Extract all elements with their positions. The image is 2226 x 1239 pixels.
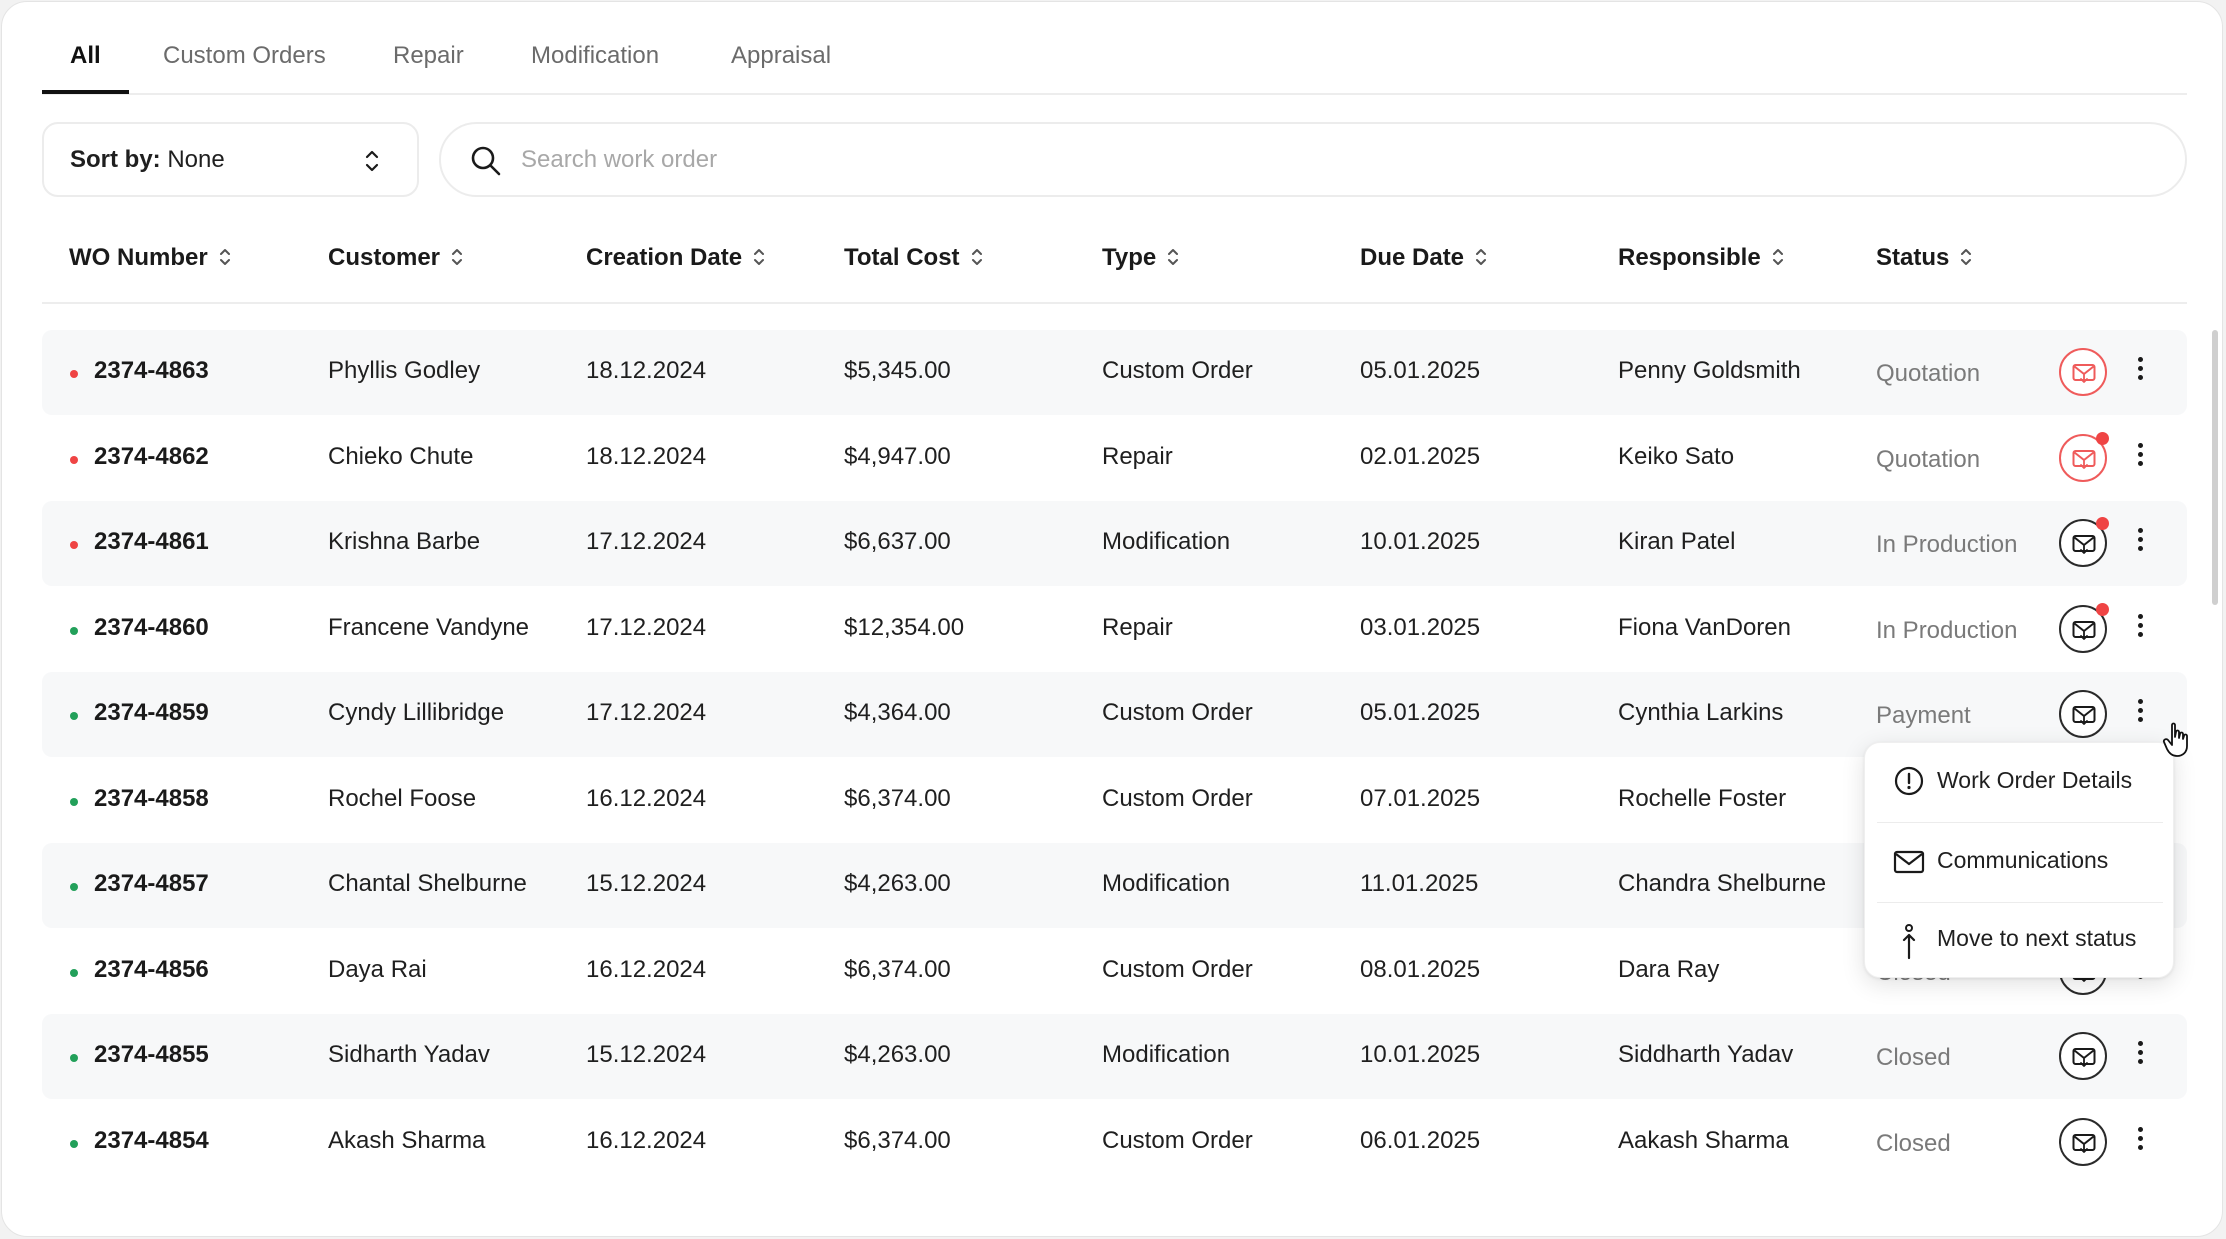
email-status-button[interactable]: [2059, 690, 2107, 738]
priority-dot: [70, 1054, 78, 1062]
customer-name: Akash Sharma: [328, 1127, 486, 1154]
envelope-icon: [2072, 362, 2096, 384]
total-cost: $12,354.00: [844, 614, 965, 641]
more-options-icon[interactable]: [2132, 440, 2148, 478]
sort-by-text: Sort by:: [70, 146, 161, 173]
email-status-button[interactable]: [2059, 434, 2107, 482]
email-status-button[interactable]: [2059, 519, 2107, 567]
due-date: 10.01.2025: [1360, 1041, 1481, 1068]
creation-date: 17.12.2024: [586, 699, 707, 726]
menu-divider: [1877, 822, 2163, 823]
responsible-person: Siddharth Yadav: [1618, 1041, 1794, 1068]
priority-dot: [70, 969, 78, 977]
priority-dot: [70, 883, 78, 891]
responsible-person: Fiona VanDoren: [1618, 614, 1791, 641]
due-date: 05.01.2025: [1360, 699, 1481, 726]
envelope-icon: [1893, 845, 1925, 882]
total-cost: $5,345.00: [844, 357, 951, 384]
email-status-button[interactable]: [2059, 605, 2107, 653]
customer-name: Francene Vandyne: [328, 614, 530, 641]
customer-name: Sidharth Yadav: [328, 1041, 490, 1068]
sort-icon: [752, 245, 766, 269]
table-row[interactable]: [42, 416, 2187, 501]
wo-number: 2374-4862: [94, 443, 209, 470]
tab-repair[interactable]: Repair: [393, 42, 464, 69]
priority-dot: [70, 798, 78, 806]
wo-number: 2374-4855: [94, 1041, 209, 1068]
total-cost: $4,364.00: [844, 699, 951, 726]
wo-number: 2374-4857: [94, 870, 209, 897]
responsible-person: Dara Ray: [1618, 956, 1720, 983]
status-text: In Production: [1876, 617, 2018, 644]
order-type: Custom Order: [1102, 956, 1253, 983]
envelope-icon: [2072, 448, 2096, 470]
sort-icon: [1959, 245, 1973, 269]
sort-label: [70, 146, 225, 174]
status-text: Quotation: [1876, 360, 1981, 387]
customer-name: Krishna Barbe: [328, 528, 481, 555]
due-date: 11.01.2025: [1360, 870, 1479, 897]
column-header-type[interactable]: [1102, 244, 1180, 272]
priority-dot: [70, 541, 78, 549]
table-header: [42, 222, 2187, 304]
due-date: 03.01.2025: [1360, 614, 1481, 641]
sort-icon: [1771, 245, 1785, 269]
column-label: WO Number: [69, 244, 208, 271]
more-options-icon[interactable]: [2132, 525, 2148, 563]
total-cost: $6,374.00: [844, 1127, 951, 1154]
sort-icon: [1474, 245, 1488, 269]
status-text: Closed: [1876, 1130, 1951, 1157]
chevron-updown-icon: [364, 148, 380, 179]
responsible-person: Penny Goldsmith: [1618, 357, 1801, 384]
column-header-status[interactable]: [1876, 244, 1973, 272]
wo-number: 2374-4860: [94, 614, 209, 641]
creation-date: 18.12.2024: [586, 443, 707, 470]
menu-item-label: Work Order Details: [1937, 767, 2133, 793]
status-text: In Production: [1876, 531, 2018, 558]
order-type: Modification: [1102, 870, 1231, 897]
priority-dot: [70, 456, 78, 464]
priority-dot: [70, 712, 78, 720]
creation-date: 17.12.2024: [586, 614, 707, 641]
column-label: Type: [1102, 244, 1157, 271]
customer-name: Rochel Foose: [328, 785, 477, 812]
more-options-icon[interactable]: [2132, 1038, 2148, 1076]
order-type: Repair: [1102, 443, 1173, 470]
column-header-customer[interactable]: [328, 244, 464, 272]
info-circle-icon: [1893, 765, 1925, 802]
menu-item-work-order-details[interactable]: [1865, 745, 2175, 823]
envelope-icon: [2072, 533, 2096, 555]
column-label: Creation Date: [586, 244, 743, 271]
creation-date: 16.12.2024: [586, 1127, 707, 1154]
more-options-icon[interactable]: [2132, 354, 2148, 392]
order-type: Custom Order: [1102, 1127, 1253, 1154]
more-options-icon[interactable]: [2132, 696, 2148, 734]
customer-name: Daya Rai: [328, 956, 427, 983]
due-date: 08.01.2025: [1360, 956, 1481, 983]
responsible-person: Aakash Sharma: [1618, 1127, 1789, 1154]
envelope-icon: [2072, 1132, 2096, 1154]
scrollbar[interactable]: [2212, 330, 2218, 605]
search-input[interactable]: [521, 138, 2121, 182]
creation-date: 16.12.2024: [586, 785, 707, 812]
tab-appraisal[interactable]: Appraisal: [731, 42, 832, 69]
column-label: Customer: [328, 244, 441, 271]
priority-dot: [70, 370, 78, 378]
customer-name: Cyndy Lillibridge: [328, 699, 505, 726]
work-orders-panel: [1, 1, 2223, 1237]
status-text: Payment: [1876, 702, 1971, 729]
order-type: Modification: [1102, 528, 1231, 555]
menu-item-label: Move to next status: [1937, 925, 2137, 951]
due-date: 05.01.2025: [1360, 357, 1481, 384]
envelope-icon: [2072, 704, 2096, 726]
wo-number: 2374-4861: [94, 528, 209, 555]
column-label: Total Cost: [844, 244, 960, 271]
more-options-icon[interactable]: [2132, 1124, 2148, 1162]
tab-modification[interactable]: Modification: [531, 42, 660, 69]
email-status-button[interactable]: [2059, 1032, 2107, 1080]
due-date: 06.01.2025: [1360, 1127, 1481, 1154]
search-bar: [439, 122, 2187, 197]
column-label: Responsible: [1618, 244, 1761, 271]
customer-name: Phyllis Godley: [328, 357, 481, 384]
due-date: 02.01.2025: [1360, 443, 1481, 470]
responsible-person: Chandra Shelburne: [1618, 870, 1827, 897]
table-row[interactable]: [42, 587, 2187, 672]
row-action-menu: [1864, 742, 2174, 978]
sort-icon: [218, 245, 232, 269]
hand-cursor-icon: [2162, 722, 2192, 763]
creation-date: 15.12.2024: [586, 1041, 707, 1068]
email-status-button[interactable]: [2059, 1118, 2107, 1166]
column-header-creation-date[interactable]: [586, 244, 766, 272]
active-tab-indicator: [42, 90, 129, 94]
responsible-person: Keiko Sato: [1618, 443, 1735, 470]
responsible-person: Kiran Patel: [1618, 528, 1736, 555]
notification-badge: [2096, 603, 2109, 616]
menu-item-move-to-next-status[interactable]: [1865, 903, 2175, 981]
envelope-icon: [2072, 1046, 2096, 1068]
status-text: Closed: [1876, 1044, 1951, 1071]
order-type: Custom Order: [1102, 699, 1253, 726]
sort-icon: [1166, 245, 1180, 269]
column-header-responsible[interactable]: [1618, 244, 1785, 272]
tab-custom-orders[interactable]: Custom Orders: [163, 42, 326, 69]
total-cost: $4,263.00: [844, 1041, 951, 1068]
responsible-person: Cynthia Larkins: [1618, 699, 1784, 726]
status-text: Quotation: [1876, 446, 1981, 473]
sort-dropdown[interactable]: [42, 122, 419, 197]
order-type: Custom Order: [1102, 785, 1253, 812]
wo-number: 2374-4856: [94, 956, 209, 983]
sort-icon: [450, 245, 464, 269]
total-cost: $6,637.00: [844, 528, 951, 555]
order-type: Custom Order: [1102, 357, 1253, 384]
table-row[interactable]: [42, 330, 2187, 415]
column-header-due-date[interactable]: [1360, 244, 1488, 272]
tab-all[interactable]: All: [70, 42, 101, 69]
search-icon: [469, 144, 503, 183]
envelope-icon: [2072, 619, 2096, 641]
more-options-icon[interactable]: [2132, 611, 2148, 649]
email-status-button[interactable]: [2059, 348, 2107, 396]
total-cost: $4,947.00: [844, 443, 951, 470]
column-header-total-cost[interactable]: [844, 244, 984, 272]
priority-dot: [70, 627, 78, 635]
wo-number: 2374-4863: [94, 357, 209, 384]
due-date: 07.01.2025: [1360, 785, 1481, 812]
total-cost: $6,374.00: [844, 785, 951, 812]
total-cost: $6,374.00: [844, 956, 951, 983]
column-header-wo-number[interactable]: [69, 244, 232, 272]
creation-date: 15.12.2024: [586, 870, 707, 897]
customer-name: Chantal Shelburne: [328, 870, 527, 897]
sort-value: None: [167, 146, 225, 173]
menu-item-communications[interactable]: [1865, 825, 2175, 903]
table-row[interactable]: [42, 501, 2187, 586]
tab-bar: [42, 2, 2187, 95]
notification-badge: [2096, 432, 2109, 445]
order-type: Repair: [1102, 614, 1173, 641]
wo-number: 2374-4854: [94, 1127, 209, 1154]
table-row[interactable]: [42, 1100, 2187, 1185]
creation-date: 16.12.2024: [586, 956, 707, 983]
notification-badge: [2096, 517, 2109, 530]
wo-number: 2374-4859: [94, 699, 209, 726]
wo-number: 2374-4858: [94, 785, 209, 812]
column-label: Due Date: [1360, 244, 1465, 271]
order-type: Modification: [1102, 1041, 1231, 1068]
responsible-person: Rochelle Foster: [1618, 785, 1787, 812]
arrow-up-icon: [1893, 923, 1925, 966]
priority-dot: [70, 1140, 78, 1148]
creation-date: 18.12.2024: [586, 357, 707, 384]
sort-icon: [970, 245, 984, 269]
column-label: Status: [1876, 244, 1950, 271]
total-cost: $4,263.00: [844, 870, 951, 897]
customer-name: Chieko Chute: [328, 443, 474, 470]
table-row[interactable]: [42, 1014, 2187, 1099]
due-date: 10.01.2025: [1360, 528, 1481, 555]
menu-item-label: Communications: [1937, 847, 2109, 873]
creation-date: 17.12.2024: [586, 528, 707, 555]
